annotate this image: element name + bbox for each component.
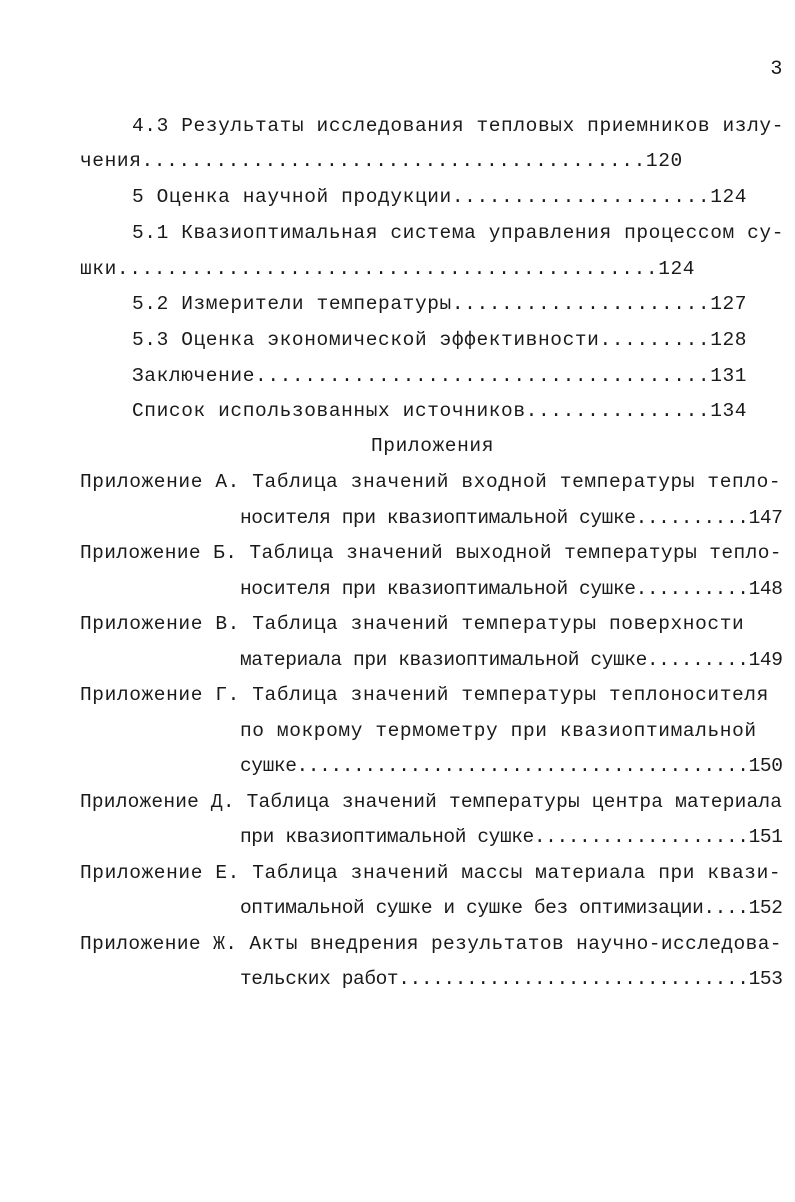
appendix-a-line2: носителя при квазиоптимальной сушке..........147	[240, 507, 783, 529]
appendix-e-line1: Приложение Е. Таблица значений массы материала при квази-	[80, 862, 782, 884]
appendix-d-line2: при квазиоптимальной сушке...................151	[240, 826, 783, 848]
appendix-g-line2: по мокрому термометру при квазиоптимальной	[240, 720, 757, 742]
appendix-v-line2: материала при квазиоптимальной сушке.........149	[240, 649, 783, 671]
page-number: 3	[770, 58, 783, 81]
toc-entry-5-1-line1: 5.1 Квазиоптимальная система управления процессом су-	[132, 222, 785, 244]
toc-entry-5-1-line2: шки............................................124	[80, 258, 696, 280]
appendix-zh-line1: Приложение Ж. Акты внедрения результатов научно-исследова-	[80, 933, 782, 955]
toc-entry-4-3-line2: чения.........................................120	[80, 150, 683, 172]
toc-entry-conclusion: Заключение.....................................131	[132, 365, 748, 387]
appendix-b-line1: Приложение Б. Таблица значений выходной температуры тепло-	[80, 542, 782, 564]
appendix-a-line1: Приложение А. Таблица значений входной температуры тепло-	[80, 471, 782, 493]
toc-entry-references: Список использованных источников...............134	[132, 400, 748, 422]
appendix-d-line1: Приложение Д. Таблица значений температуры центра материала	[80, 791, 783, 813]
appendix-b-line2: носителя при квазиоптимальной сушке..........148	[240, 578, 783, 600]
appendix-g-line3: сушке........................................150	[240, 755, 783, 777]
toc-entry-4-3-line1: 4.3 Результаты исследования тепловых приемников излу-	[132, 115, 785, 137]
appendix-zh-line2: тельских работ...............................153	[240, 968, 783, 990]
appendix-g-line1: Приложение Г. Таблица значений температуры теплоносителя	[80, 684, 769, 706]
appendices-heading: Приложения	[370, 435, 495, 457]
toc-entry-5: 5 Оценка научной продукции.....................124	[132, 186, 748, 208]
toc-entry-5-2: 5.2 Измерители температуры.....................127	[132, 293, 748, 315]
appendix-e-line2: оптимальной сушке и сушке без оптимизации....152	[240, 897, 783, 919]
toc-entry-5-3: 5.3 Оценка экономической эффективности.........128	[132, 329, 748, 351]
appendix-v-line1: Приложение В. Таблица значений температуры поверхности	[80, 613, 745, 635]
